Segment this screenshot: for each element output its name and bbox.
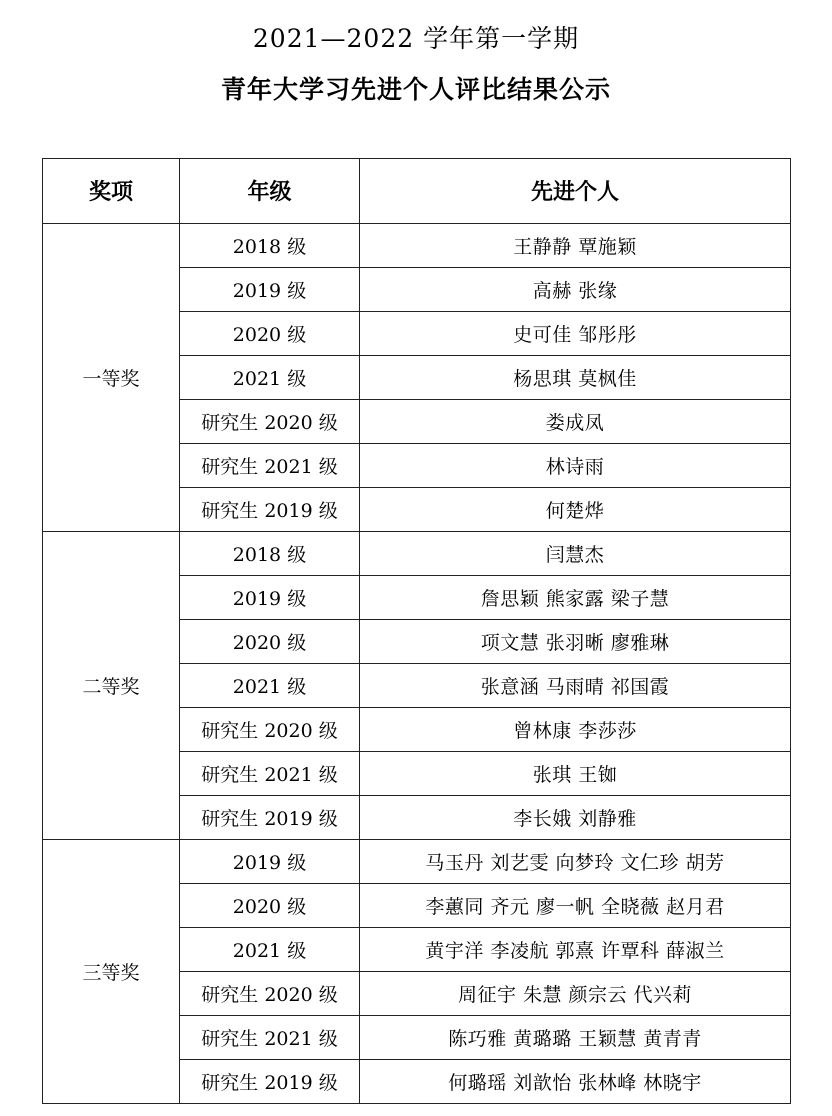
grade-cell: 2019 级 (180, 267, 360, 311)
column-header-grade: 年级 (180, 158, 360, 223)
individuals-cell: 曾林康 李莎莎 (360, 707, 791, 751)
individuals-cell: 马玉丹 刘艺雯 向梦玲 文仁珍 胡芳 (360, 839, 791, 883)
table-body (43, 223, 791, 1103)
individuals-cell: 李长娥 刘静雅 (360, 795, 791, 839)
table-row (43, 531, 791, 575)
individuals-cell: 何璐瑶 刘歆怡 张林峰 林晓宇 (360, 1059, 791, 1103)
individuals-cell: 詹思颖 熊家露 梁子慧 (360, 575, 791, 619)
grade-cell: 2021 级 (180, 663, 360, 707)
table-header-row (43, 158, 791, 223)
grade-cell: 2020 级 (180, 311, 360, 355)
individuals-cell: 娄成凤 (360, 399, 791, 443)
award-level-cell: 三等奖 (43, 839, 180, 1103)
individuals-cell: 李蕙同 齐元 廖一帆 全晓薇 赵月君 (360, 883, 791, 927)
grade-cell: 2018 级 (180, 531, 360, 575)
grade-cell: 研究生 2020 级 (180, 971, 360, 1015)
individuals-cell: 杨思琪 莫枫佳 (360, 355, 791, 399)
grade-cell: 研究生 2019 级 (180, 795, 360, 839)
individuals-cell: 林诗雨 (360, 443, 791, 487)
award-table-wrapper (42, 158, 790, 1104)
award-level-cell: 二等奖 (43, 531, 180, 839)
individuals-cell: 何楚烨 (360, 487, 791, 531)
grade-cell: 研究生 2021 级 (180, 443, 360, 487)
table-row (43, 223, 791, 267)
grade-cell: 2021 级 (180, 927, 360, 971)
column-header-individuals: 先进个人 (360, 158, 791, 223)
individuals-cell: 史可佳 邹彤彤 (360, 311, 791, 355)
title-line-academic-year: 2021—2022 学年第一学期 (252, 24, 580, 53)
grade-cell: 研究生 2020 级 (180, 399, 360, 443)
table-header (43, 158, 791, 223)
grade-cell: 2019 级 (180, 839, 360, 883)
table-row (43, 839, 791, 883)
grade-cell: 研究生 2019 级 (180, 487, 360, 531)
grade-cell: 2021 级 (180, 355, 360, 399)
grade-cell: 2018 级 (180, 223, 360, 267)
award-results-table (42, 158, 791, 1104)
grade-cell: 研究生 2021 级 (180, 751, 360, 795)
document-title-block (0, 10, 832, 110)
individuals-cell: 高赫 张缘 (360, 267, 791, 311)
grade-cell: 2020 级 (180, 883, 360, 927)
individuals-cell: 项文慧 张羽晰 廖雅琳 (360, 619, 791, 663)
grade-cell: 2020 级 (180, 619, 360, 663)
individuals-cell: 张琪 王铷 (360, 751, 791, 795)
individuals-cell: 周征宇 朱慧 颜宗云 代兴莉 (360, 971, 791, 1015)
individuals-cell: 张意涵 马雨晴 祁国霞 (360, 663, 791, 707)
individuals-cell: 王静静 覃施颖 (360, 223, 791, 267)
page-title: 青年大学习先进个人评比结果公示 (220, 74, 611, 104)
individuals-cell: 黄宇洋 李凌航 郭熹 许覃科 薛淑兰 (360, 927, 791, 971)
award-level-cell: 一等奖 (43, 223, 180, 531)
grade-cell: 研究生 2021 级 (180, 1015, 360, 1059)
grade-cell: 研究生 2019 级 (180, 1059, 360, 1103)
grade-cell: 研究生 2020 级 (180, 707, 360, 751)
column-header-award: 奖项 (43, 158, 180, 223)
individuals-cell: 陈巧雅 黄璐璐 王颖慧 黄青青 (360, 1015, 791, 1059)
individuals-cell: 闫慧杰 (360, 531, 791, 575)
grade-cell: 2019 级 (180, 575, 360, 619)
